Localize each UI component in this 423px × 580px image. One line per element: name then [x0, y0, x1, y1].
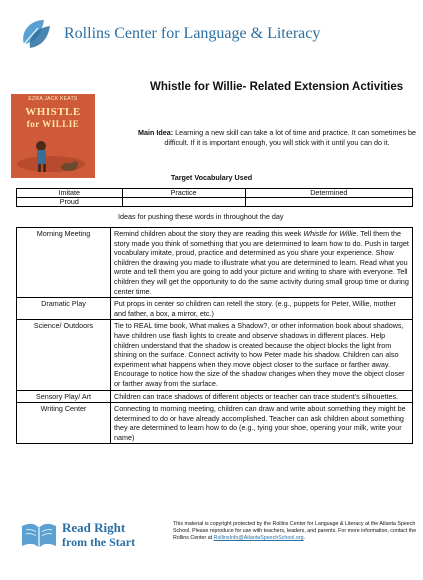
- activity-description: Tie to REAL time book, What makes a Shadow?, or other information book about shadows, have children use flash lights to create and observe shadows in different places. Help children understand that the shadow is created because the object blocks the light from shining on the surface. Connect activity to how Peter made his shadow. Children can also experiment what happens when they move object closer to the surface or farther away. Encourage to notice how the size of the shadow changes when they move the object closer or farther away from the surface.: [111, 320, 413, 390]
- vocab-table: [16, 188, 413, 207]
- table-row: [17, 320, 413, 390]
- table-row: [17, 228, 413, 298]
- activity-description: [111, 228, 413, 298]
- activity-category: Dramatic Play: [17, 298, 111, 320]
- book-title-line1: WHISTLE: [25, 106, 81, 118]
- activity-description: Connecting to morning meeting, children can draw and write about something they might be determined to do or have already accomplished. Teacher can ask children about something they are determined to learn how to do (e.g., tying your shoe, opening your milk, write your name): [111, 403, 413, 444]
- activity-category: Sensory Play/ Art: [17, 390, 111, 403]
- copyright-note: [173, 521, 418, 543]
- table-row: [17, 298, 413, 320]
- org-name: Rollins Center for Language & Literacy: [64, 25, 321, 42]
- main-idea-text: Learning a new skill can take a lot of time and practice. It can sometimes be difficult. If it is important enough, you will stick with it until you can do it.: [164, 128, 417, 147]
- copyright-text: This material is copyright protected by the Rollins Center for Language & Literacy at the Atlanta Speech School. Please reproduce for use with teachers, leaders, and parents. For more information, contact the Rollins Center at: [173, 521, 417, 542]
- main-idea: [132, 128, 422, 147]
- rollins-leaf-logo-icon: [16, 14, 56, 54]
- vocab-word: Proud: [17, 198, 123, 207]
- table-row: [17, 198, 413, 207]
- copyright-text-end: .: [303, 535, 306, 542]
- brand-line2: from the Start: [62, 535, 136, 549]
- activity-category: Science/ Outdoors: [17, 320, 111, 390]
- activities-table: [16, 227, 413, 444]
- activity-text: Remind children about the story they are reading this week: [114, 229, 304, 238]
- vocab-word: Imitate: [17, 189, 123, 198]
- table-row: [17, 390, 413, 403]
- activity-description: Put props in center so children can retell the story. (e.g., puppets for Peter, Willie, mother and father, a box, a mirror, etc.): [111, 298, 413, 320]
- main-idea-label: Main Idea:: [137, 128, 174, 137]
- vocab-word: Determined: [245, 189, 412, 198]
- contact-email-link[interactable]: RollinsInfo@AtlantaSpeechSchool.org: [213, 535, 304, 542]
- book-cover-illustration: [11, 94, 95, 178]
- book-author: EZRA JACK KEATS: [28, 96, 78, 102]
- open-book-icon: [20, 520, 58, 550]
- vocab-empty-cell: [122, 198, 245, 207]
- book-title-line2: for WILLIE: [26, 119, 80, 129]
- activity-description: Children can trace shadows of different objects or teacher can trace student's silhouettes.: [111, 390, 413, 403]
- activity-category: Morning Meeting: [17, 228, 111, 298]
- vocab-empty-cell: [245, 198, 412, 207]
- book-title-italic: Whistle for Willie: [303, 229, 357, 238]
- activity-category: Writing Center: [17, 403, 111, 444]
- header: [16, 14, 320, 54]
- vocab-heading: Target Vocabulary Used: [170, 173, 253, 182]
- ideas-line: Ideas for pushing these words in throughout the day: [118, 212, 284, 221]
- activity-text: . Tell them the story made you think of something that you are determined to learn how to do. Push in target vocabulary imitate, proud, practice and determined as you share your experience. Show children the drawing you made to illustrate what you are determined to learn. Read what you wrote and tell them you are going to add your picture and writing to share with everyone. Tell children they will get the opportunity to do the same activity during small group time or during center time.: [114, 229, 409, 296]
- table-row: [17, 403, 413, 444]
- book-cover-image: [11, 94, 95, 178]
- read-right-logo: [20, 516, 148, 562]
- brand-line1: Read Right: [62, 520, 126, 535]
- vocab-word: Practice: [122, 189, 245, 198]
- page-title: Whistle for Willie- Related Extension Activities: [150, 81, 404, 93]
